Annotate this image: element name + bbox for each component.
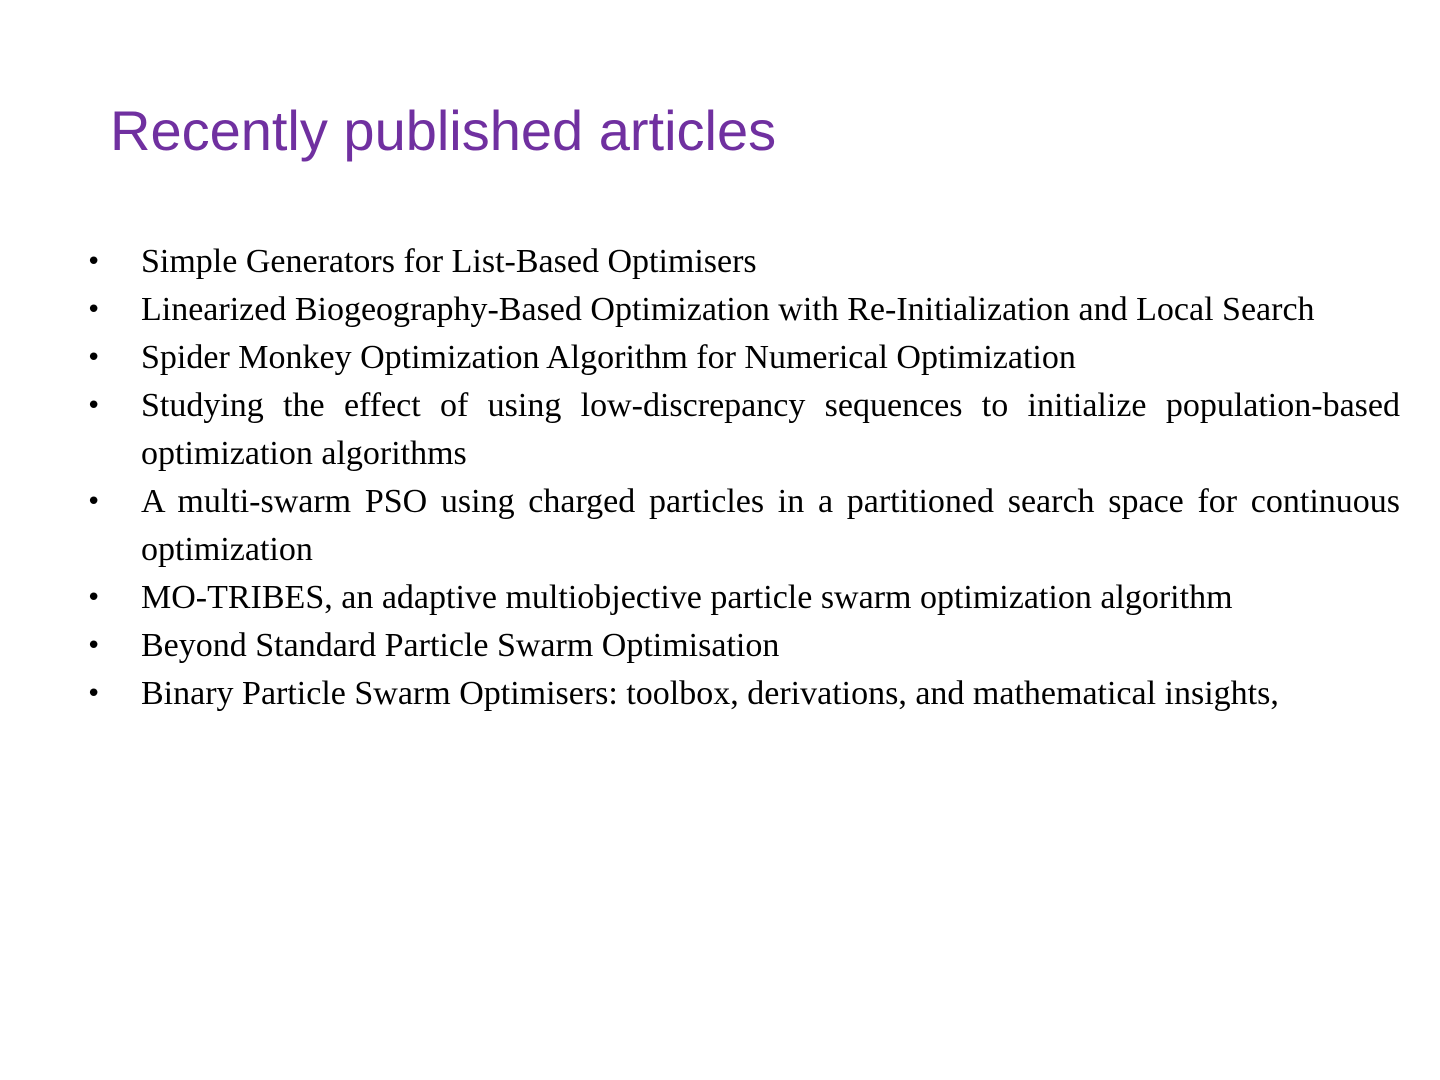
- bullet-icon: •: [86, 583, 102, 613]
- list-item: [0, 238, 1440, 286]
- article-title: MO-TRIBES, an adaptive multiobjective particle swarm optimization algorithm: [141, 579, 1233, 616]
- bullet-icon: •: [86, 679, 102, 709]
- bullet-icon: •: [86, 295, 102, 325]
- slide-title: Recently published articles: [110, 99, 777, 162]
- article-title: Spider Monkey Optimization Algorithm for Numerical Optimization: [141, 339, 1076, 376]
- bullet-icon: •: [86, 391, 102, 421]
- list-item: [0, 622, 1440, 670]
- article-title: Binary Particle Swarm Optimisers: toolbox, derivations, and mathematical insights,: [141, 675, 1279, 712]
- article-title: Beyond Standard Particle Swarm Optimisation: [141, 627, 780, 664]
- article-title: Simple Generators for List-Based Optimisers: [141, 243, 757, 280]
- list-item: [0, 574, 1440, 622]
- article-title: Studying the effect of using low-discrepancy sequences to initialize population-based optimization algorithms: [141, 387, 1400, 472]
- article-title: Linearized Biogeography-Based Optimization with Re-Initialization and Local Search: [141, 291, 1315, 328]
- list-item: [0, 382, 1440, 478]
- list-item: [0, 286, 1440, 334]
- article-list: [0, 238, 1440, 718]
- bullet-icon: •: [86, 247, 102, 277]
- list-item: [0, 334, 1440, 382]
- list-item: [0, 670, 1440, 718]
- article-title: A multi-swarm PSO using charged particles in a partitioned search space for continuous optimization: [141, 483, 1400, 568]
- list-item: [0, 478, 1440, 574]
- bullet-icon: •: [86, 631, 102, 661]
- bullet-icon: •: [86, 343, 102, 373]
- bullet-icon: •: [86, 487, 102, 517]
